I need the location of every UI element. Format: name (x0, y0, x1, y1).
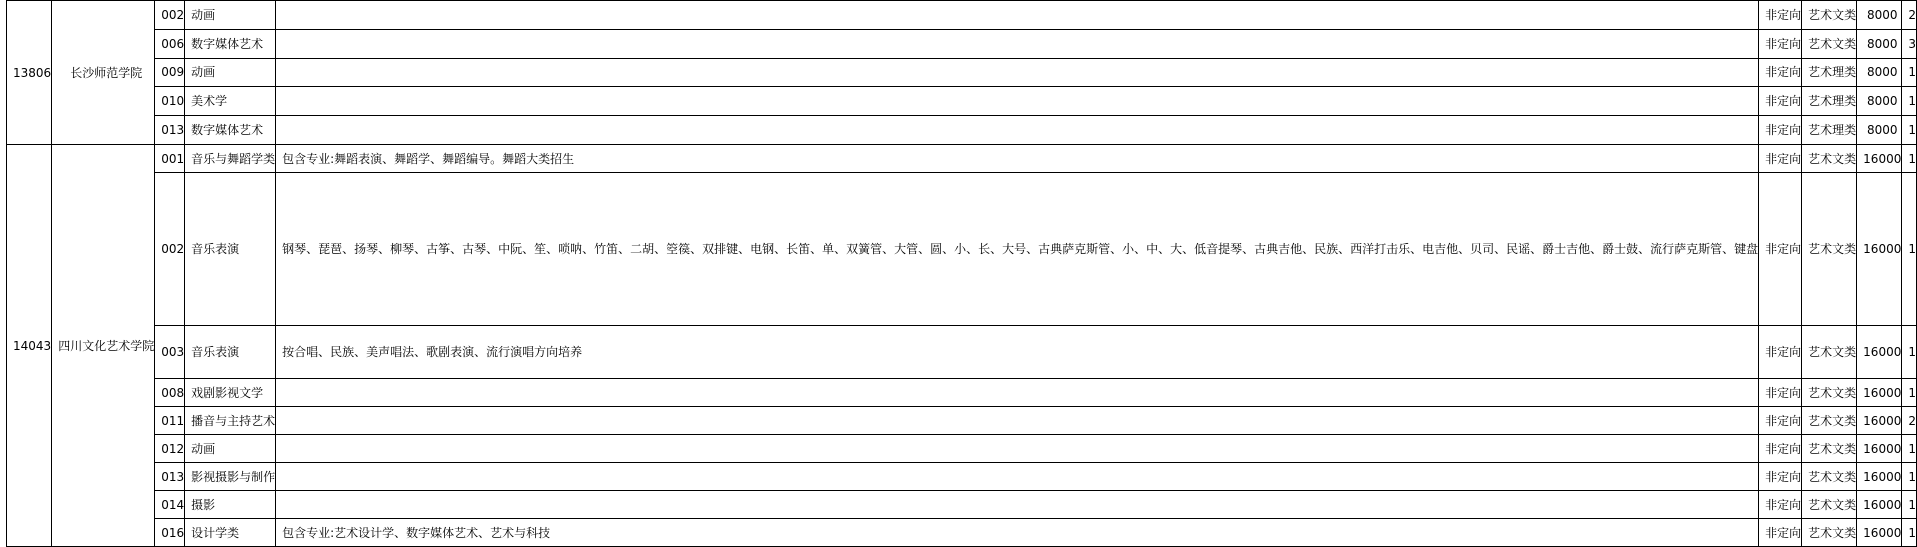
school-code-cell: 13806 (7, 1, 52, 145)
major-name-cell: 动画 (185, 58, 276, 87)
fee-cell: 8000 (1857, 87, 1902, 116)
direction-cell: 非定向 (1759, 1, 1802, 30)
table-row (7, 519, 1917, 547)
major-name-cell: 数字媒体艺术 (185, 29, 276, 58)
admission-plan-table (6, 0, 1917, 547)
count-cell: 2 (1902, 1, 1917, 30)
count-cell: 1 (1902, 326, 1917, 379)
direction-cell: 非定向 (1759, 173, 1802, 326)
major-code-cell: 002 (155, 173, 185, 326)
major-code-cell: 008 (155, 379, 185, 407)
table-row (7, 463, 1917, 491)
direction-cell: 非定向 (1759, 491, 1802, 519)
fee-cell: 16000 (1857, 519, 1902, 547)
category-cell: 艺术文类 (1802, 145, 1857, 173)
major-code-cell: 010 (155, 87, 185, 116)
major-code-cell: 009 (155, 58, 185, 87)
school-code-cell: 14043 (7, 145, 52, 547)
category-cell: 艺术理类 (1802, 116, 1857, 145)
direction-cell: 非定向 (1759, 407, 1802, 435)
fee-cell: 16000 (1857, 173, 1902, 326)
fee-cell: 16000 (1857, 326, 1902, 379)
direction-cell: 非定向 (1759, 29, 1802, 58)
major-name-cell: 影视摄影与制作 (185, 463, 276, 491)
direction-cell: 非定向 (1759, 435, 1802, 463)
category-cell: 艺术文类 (1802, 435, 1857, 463)
major-code-cell: 013 (155, 463, 185, 491)
direction-cell: 非定向 (1759, 379, 1802, 407)
fee-cell: 8000 (1857, 29, 1902, 58)
direction-cell: 非定向 (1759, 87, 1802, 116)
major-code-cell: 011 (155, 407, 185, 435)
major-name-cell: 播音与主持艺术 (185, 407, 276, 435)
note-cell (276, 29, 1759, 58)
category-cell: 艺术文类 (1802, 1, 1857, 30)
fee-cell: 16000 (1857, 491, 1902, 519)
direction-cell: 非定向 (1759, 326, 1802, 379)
table-row (7, 491, 1917, 519)
count-cell: 1 (1902, 463, 1917, 491)
count-cell: 1 (1902, 519, 1917, 547)
note-cell: 包含专业:艺术设计学、数字媒体艺术、艺术与科技 (276, 519, 1759, 547)
major-code-cell: 002 (155, 1, 185, 30)
note-cell: 包含专业:舞蹈表演、舞蹈学、舞蹈编导。舞蹈大类招生 (276, 145, 1759, 173)
note-cell: 按合唱、民族、美声唱法、歌剧表演、流行演唱方向培养 (276, 326, 1759, 379)
major-name-cell: 音乐表演 (185, 326, 276, 379)
direction-cell: 非定向 (1759, 145, 1802, 173)
count-cell: 3 (1902, 29, 1917, 58)
category-cell: 艺术文类 (1802, 519, 1857, 547)
count-cell: 1 (1902, 145, 1917, 173)
note-cell (276, 1, 1759, 30)
fee-cell: 8000 (1857, 58, 1902, 87)
category-cell: 艺术文类 (1802, 29, 1857, 58)
table-row (7, 87, 1917, 116)
school-name-cell: 四川文化艺术学院 (52, 145, 155, 547)
note-cell (276, 407, 1759, 435)
category-cell: 艺术理类 (1802, 58, 1857, 87)
major-code-cell: 016 (155, 519, 185, 547)
fee-cell: 8000 (1857, 1, 1902, 30)
fee-cell: 16000 (1857, 379, 1902, 407)
major-code-cell: 014 (155, 491, 185, 519)
major-name-cell: 摄影 (185, 491, 276, 519)
direction-cell: 非定向 (1759, 116, 1802, 145)
category-cell: 艺术理类 (1802, 87, 1857, 116)
note-cell (276, 87, 1759, 116)
category-cell: 艺术文类 (1802, 407, 1857, 435)
major-code-cell: 001 (155, 145, 185, 173)
major-code-cell: 012 (155, 435, 185, 463)
major-code-cell: 013 (155, 116, 185, 145)
count-cell: 1 (1902, 379, 1917, 407)
direction-cell: 非定向 (1759, 463, 1802, 491)
note-cell (276, 435, 1759, 463)
count-cell: 1 (1902, 491, 1917, 519)
table-row (7, 1, 1917, 30)
table-row (7, 173, 1917, 326)
count-cell: 1 (1902, 58, 1917, 87)
major-name-cell: 音乐表演 (185, 173, 276, 326)
major-name-cell: 动画 (185, 435, 276, 463)
direction-cell: 非定向 (1759, 58, 1802, 87)
count-cell: 1 (1902, 116, 1917, 145)
fee-cell: 16000 (1857, 407, 1902, 435)
note-cell (276, 463, 1759, 491)
category-cell: 艺术文类 (1802, 326, 1857, 379)
table-row (7, 326, 1917, 379)
table-row (7, 145, 1917, 173)
fee-cell: 8000 (1857, 116, 1902, 145)
major-name-cell: 音乐与舞蹈学类 (185, 145, 276, 173)
direction-cell: 非定向 (1759, 519, 1802, 547)
major-name-cell: 动画 (185, 1, 276, 30)
major-code-cell: 003 (155, 326, 185, 379)
note-cell (276, 58, 1759, 87)
count-cell: 2 (1902, 407, 1917, 435)
fee-cell: 16000 (1857, 435, 1902, 463)
school-name-cell: 长沙师范学院 (52, 1, 155, 145)
category-cell: 艺术文类 (1802, 173, 1857, 326)
note-cell (276, 491, 1759, 519)
note-cell (276, 379, 1759, 407)
table-row (7, 58, 1917, 87)
major-name-cell: 戏剧影视文学 (185, 379, 276, 407)
major-name-cell: 设计学类 (185, 519, 276, 547)
table-row (7, 435, 1917, 463)
table-row (7, 116, 1917, 145)
note-cell: 钢琴、琵琶、扬琴、柳琴、古筝、古琴、中阮、笙、唢呐、竹笛、二胡、箜篌、双排键、电钢、长笛、单、双簧管、大管、圆、小、长、大号、古典萨克斯管、小、中、大、低音提琴、古典吉他、民族、西洋打击乐、电吉他、贝司、民谣、爵士吉他、爵士鼓、流行萨克斯管、键盘 (276, 173, 1759, 326)
table-row (7, 407, 1917, 435)
count-cell: 1 (1902, 87, 1917, 116)
category-cell: 艺术文类 (1802, 491, 1857, 519)
major-name-cell: 美术学 (185, 87, 276, 116)
fee-cell: 16000 (1857, 463, 1902, 491)
major-name-cell: 数字媒体艺术 (185, 116, 276, 145)
category-cell: 艺术文类 (1802, 379, 1857, 407)
count-cell: 1 (1902, 435, 1917, 463)
count-cell: 1 (1902, 173, 1917, 326)
category-cell: 艺术文类 (1802, 463, 1857, 491)
fee-cell: 16000 (1857, 145, 1902, 173)
table-row (7, 379, 1917, 407)
major-code-cell: 006 (155, 29, 185, 58)
note-cell (276, 116, 1759, 145)
table-row (7, 29, 1917, 58)
